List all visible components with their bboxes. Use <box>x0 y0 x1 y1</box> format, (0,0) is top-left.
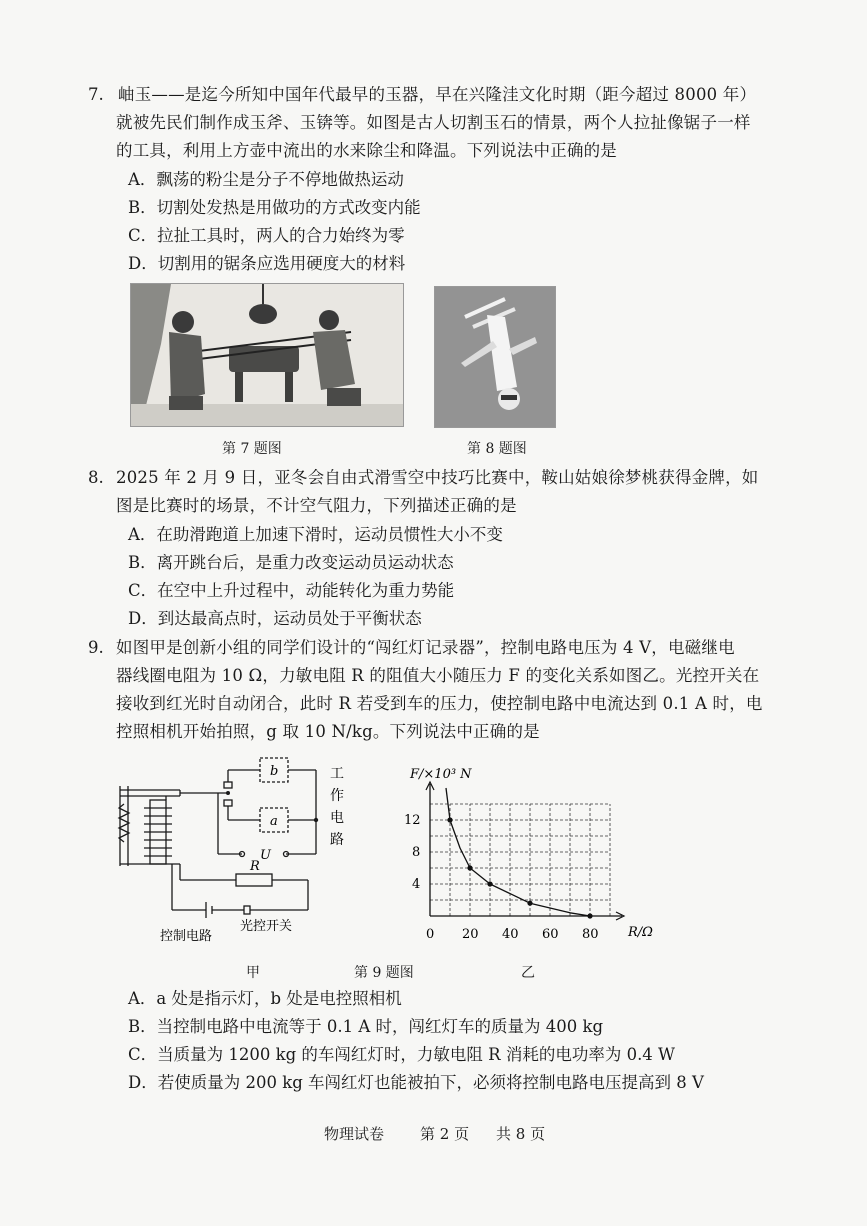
footer-subject: 物理试卷 <box>324 1125 385 1143</box>
q9-line-4: 控照相机开始拍照，g 取 10 N/kg。下列说法中正确的是 <box>116 722 540 741</box>
chart-ticks <box>404 813 599 942</box>
work-circuit-char-3: 电 <box>330 810 344 826</box>
chart-x-label: R/Ω <box>628 925 653 940</box>
circuit-box-a-label: a <box>270 814 278 829</box>
x-tick-label: 80 <box>582 927 599 942</box>
work-circuit-char-2: 作 <box>330 788 344 804</box>
q9-line-3: 接收到红光时自动闭合，此时 R 若受到车的压力，使控制电路中电流达到 0.1 A 时，电 <box>116 694 763 713</box>
switch-label: 光控开关 <box>240 919 293 934</box>
circuit-diagram <box>110 756 360 956</box>
q8-option-c: C．在空中上升过程中，动能转化为重力势能 <box>128 581 455 600</box>
control-circuit-label: 控制电路 <box>160 929 213 944</box>
data-point <box>467 865 472 870</box>
q7-line-1: 岫玉——是迄今所知中国年代最早的玉器，早在兴隆洼文化时期（距今超过 8000 年） <box>118 85 757 104</box>
q8-option-a: A．在助滑跑道上加速下滑时，运动员惯性大小不变 <box>128 525 503 544</box>
chart-fig-label: 乙 <box>521 965 535 981</box>
y-tick-label: 4 <box>412 877 421 892</box>
data-point <box>587 913 592 918</box>
q9-number: 9. <box>88 638 104 657</box>
y-tick-label: 12 <box>404 813 421 828</box>
q9-option-b: B．当控制电路中电流等于 0.1 A 时，闯红灯车的质量为 400 kg <box>128 1017 604 1036</box>
q9-option-d: D．若使质量为 200 kg 车闯红灯也能被拍下，必须将控制电路电压提高到 8 V <box>128 1073 704 1092</box>
q8-option-d: D．到达最高点时，运动员处于平衡状态 <box>128 609 422 628</box>
q9-line-1: 如图甲是创新小组的同学们设计的“闯红灯记录器”，控制电路电压为 4 V，电磁继电 <box>116 638 735 657</box>
circuit-fig-label: 甲 <box>246 965 260 981</box>
q7-line-3: 的工具，利用上方壶中流出的水来除尘和降温。下列说法中正确的是 <box>116 141 617 160</box>
q7-option-d: D．切割用的锯条应选用硬度大的材料 <box>128 254 406 273</box>
footer-page: 第 2 页 <box>420 1125 470 1143</box>
fig8-caption: 第 8 题图 <box>467 441 527 457</box>
q8-number: 8. <box>88 468 104 487</box>
fig8-photo <box>434 286 556 428</box>
work-circuit-char-1: 工 <box>330 766 344 782</box>
q7-option-a: A．飘荡的粉尘是分子不停地做热运动 <box>128 170 404 189</box>
fig7-caption: 第 7 题图 <box>222 441 282 457</box>
chart-axes <box>426 782 624 920</box>
q9-line-2: 器线圈电阻为 10 Ω，力敏电阻 R 的阻值大小随压力 F 的变化关系如图乙。光控开关在 <box>116 666 760 685</box>
q8-option-b: B．离开跳台后，是重力改变运动员运动状态 <box>128 553 454 572</box>
q8-line-1: 2025 年 2 月 9 日，亚冬会自由式滑雪空中技巧比赛中，鞍山姑娘徐梦桃获得金牌，如 <box>116 468 759 487</box>
force-resistance-chart <box>396 760 666 950</box>
x-tick-label: 0 <box>426 927 435 942</box>
q9-option-a: A．a 处是指示灯，b 处是电控照相机 <box>128 989 402 1008</box>
q9-option-c: C．当质量为 1200 kg 的车闯红灯时，力敏电阻 R 消耗的电功率为 0.4 W <box>128 1045 676 1064</box>
data-point <box>487 881 492 886</box>
fig9-caption: 第 9 题图 <box>354 965 414 981</box>
data-point <box>447 817 452 822</box>
x-tick-label: 20 <box>462 927 479 942</box>
footer-total: 共 8 页 <box>496 1125 546 1143</box>
y-tick-label: 8 <box>412 845 421 860</box>
chart-grid <box>430 804 610 916</box>
x-tick-label: 40 <box>502 927 519 942</box>
q7-option-b: B．切割处发热是用做功的方式改变内能 <box>128 198 421 217</box>
x-tick-label: 60 <box>542 927 559 942</box>
work-circuit-char-4: 路 <box>330 832 344 848</box>
q8-line-2: 图是比赛时的场景，不计空气阻力，下列描述正确的是 <box>116 496 517 515</box>
data-point <box>527 901 532 906</box>
circuit-resistor-label: R <box>250 859 260 874</box>
chart-y-label: F/×10³ N <box>410 767 472 782</box>
fig7-photo <box>130 283 404 427</box>
q7-option-c: C．拉扯工具时，两人的合力始终为零 <box>128 226 405 245</box>
circuit-box-b-label: b <box>270 764 279 779</box>
q7-number: 7. <box>88 85 104 104</box>
q7-line-2: 就被先民们制作成玉斧、玉锛等。如图是古人切割玉石的情景，两个人拉扯像锯子一样 <box>116 113 751 132</box>
circuit-source-label: U <box>260 848 271 863</box>
chart-series <box>446 788 593 919</box>
